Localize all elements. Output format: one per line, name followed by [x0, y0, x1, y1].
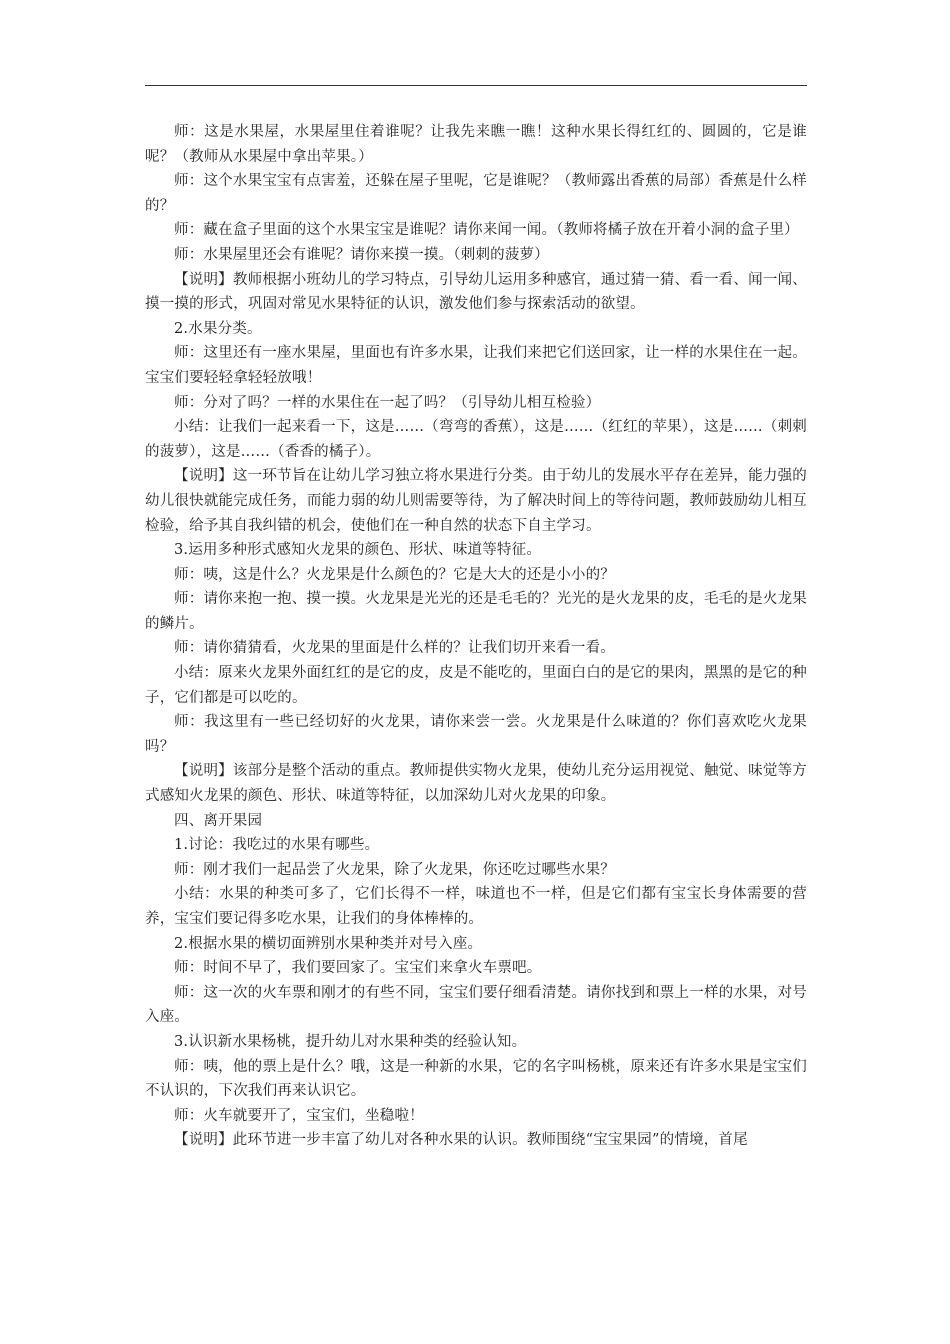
summary-paragraph: 小结：水果的种类可多了，它们长得不一样，味道也不一样，但是它们都有宝宝长身体需要的营养，宝宝们要记得多吃水果，让我们的身体棒棒的。: [145, 886, 807, 927]
section-heading: 3.认识新水果杨桃，提升幼儿对水果种类的经验认知。: [174, 1033, 527, 1050]
header-rule: [145, 85, 807, 86]
paragraph: 师：刚才我们一起品尝了火龙果，除了火龙果，你还吃过哪些水果？: [174, 861, 615, 878]
paragraph: 师：分对了吗？一样的水果住在一起了吗？（引导幼儿相互检验）: [174, 394, 601, 411]
summary-paragraph: 小结：原来火龙果外面红红的是它的皮，皮是不能吃的，里面白白的是它的果肉，黑黑的是它的种子，它们都是可以吃的。: [145, 665, 807, 706]
note-paragraph: 【说明】该部分是整个活动的重点。教师提供实物火龙果，使幼儿充分运用视觉、触觉、味觉等方式感知火龙果的颜色、形状、味道等特征，以加深幼儿对火龙果的印象。: [145, 763, 807, 805]
summary-paragraph: 小结：让我们一起来看一下，这是……（弯弯的香蕉），这是……（红红的苹果），这是……（刺刺的菠萝），这是……（香香的橘子）。: [145, 419, 807, 460]
paragraph: 师：我这里有一些已经切好的火龙果，请你来尝一尝。火龙果是什么味道的？你们喜欢吃火龙果吗？: [145, 714, 807, 755]
paragraph: 师：时间不早了，我们要回家了。宝宝们来拿火车票吧。: [174, 960, 542, 977]
paragraph: 师：请你来抱一抱、摸一摸。火龙果是光光的还是毛毛的？光光的是火龙果的皮，毛毛的是火龙果的鳞片。: [145, 591, 807, 632]
paragraph: 师：这是水果屋，水果屋里住着谁呢？让我先来瞧一瞧！这种水果长得红红的、圆圆的，它是谁呢？（教师从水果屋中拿出苹果。）: [145, 124, 807, 165]
paragraph: 师：这个水果宝宝有点害羞，还躲在屋子里呢，它是谁呢？（教师露出香蕉的局部）香蕉是什么样的？: [145, 173, 807, 214]
note-paragraph: 【说明】这一环节旨在让幼儿学习独立将水果进行分类。由于幼儿的发展水平存在差异，能力强的幼儿很快就能完成任务，而能力弱的幼儿则需要等待，为了解决时间上的等待问题，教师鼓励幼儿相互检验，给予其自我纠错的机会，使他们在一种自然的状态下自主学习。: [145, 468, 807, 534]
section-heading: 3.运用多种形式感知火龙果的颜色、形状、味道等特征。: [174, 542, 542, 559]
paragraph: 师：水果屋里还会有谁呢？请你来摸一摸。（刺刺的菠萝）: [174, 246, 549, 263]
note-paragraph: 【说明】此环节进一步丰富了幼儿对各种水果的认识。教师围绕“宝宝果园”的情境，首尾: [174, 1132, 748, 1149]
section-heading: 2.根据水果的横切面辨别水果种类并对号入座。: [174, 935, 483, 952]
paragraph: 师：藏在盒子里面的这个水果宝宝是谁呢？请你来闻一闻。（教师将橘子放在开着小洞的盒子里）: [174, 222, 799, 239]
section-heading: 1.讨论：我吃过的水果有哪些。: [174, 837, 380, 854]
note-paragraph: 【说明】教师根据小班幼儿的学习特点，引导幼儿运用多种感官，通过猜一猜、看一看、闻一闻、摸一摸的形式，巩固对常见水果特征的认识，激发他们参与探索活动的欲望。: [145, 271, 807, 313]
document-body: [145, 120, 807, 1153]
paragraph: 师：请你猜猜看，火龙果的里面是什么样的？让我们切开来看一看。: [174, 640, 615, 657]
paragraph: 师：这里还有一座水果屋，里面也有许多水果，让我们来把它们送回家，让一样的水果住在一起。宝宝们要轻轻拿轻轻放哦！: [145, 345, 807, 386]
paragraph: 师：这一次的火车票和刚才的有些不同，宝宝们要仔细看清楚。请你找到和票上一样的水果，对号入座。: [145, 984, 807, 1026]
section-heading: 2.水果分类。: [174, 320, 262, 337]
paragraph: 师：咦，这是什么？火龙果是什么颜色的？它是大大的还是小小的？: [174, 566, 615, 583]
paragraph: 师：火车就要开了，宝宝们，坐稳啦！: [174, 1107, 424, 1124]
paragraph: 师：咦，他的票上是什么？哦，这是一种新的水果，它的名字叫杨桃，原来还有许多水果是宝宝们不认识的，下次我们再来认识它。: [145, 1058, 807, 1100]
section-heading: 四、离开果园: [174, 812, 263, 829]
